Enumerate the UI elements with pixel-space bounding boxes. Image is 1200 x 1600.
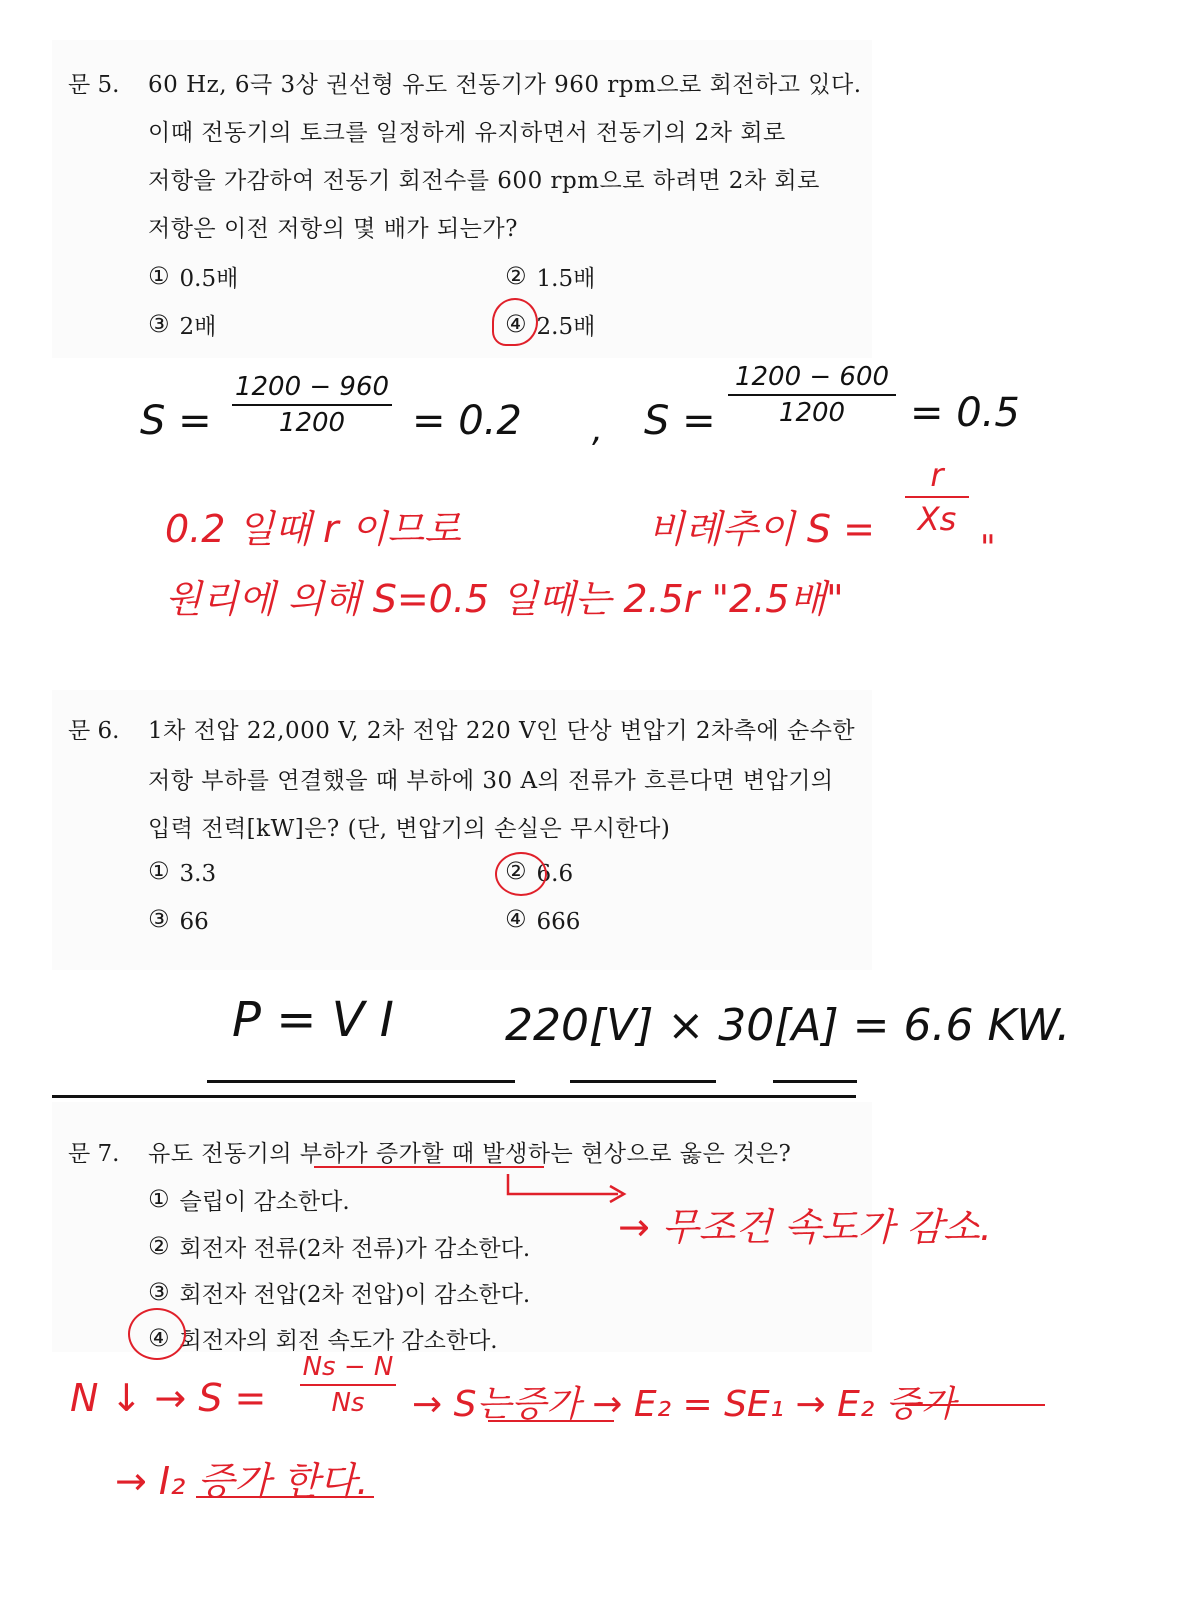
q7-chain-denominator: Ns — [331, 1388, 365, 1418]
q5-option-3[interactable] — [148, 308, 216, 341]
option-text: 회전자의 회전 속도가 감소한다. — [179, 1328, 498, 1354]
q5-option-1[interactable] — [148, 260, 238, 293]
option-number: ① — [148, 857, 170, 885]
q5-red-frac-denominator: Xs — [917, 500, 957, 538]
fraction-bar — [300, 1384, 396, 1386]
q5-s1-denominator: 1200 — [278, 408, 346, 438]
q5-line-4: 저항은 이전 저항의 몇 배가 되는가? — [148, 216, 518, 242]
option-text: 2.5배 — [536, 314, 596, 340]
q7-underline-e2-increase — [905, 1404, 1045, 1406]
q5-answer-circle-mark — [492, 298, 538, 346]
q5-option-2[interactable] — [505, 260, 595, 293]
option-text: 6.6 — [536, 861, 574, 887]
q7-label: 문 7. — [68, 1141, 120, 1167]
q5-comma: , — [592, 410, 603, 450]
q5-red-note-line2: 원리에 의해 S=0.5 일때는 2.5r "2.5배" — [165, 577, 844, 621]
q7-chain-part-a: N ↓ → S = — [70, 1376, 267, 1420]
option-number: ④ — [505, 310, 527, 338]
q7-chain-part-c: → I₂ 증가 한다. — [115, 1459, 369, 1503]
option-number: ④ — [148, 1324, 170, 1352]
answer-underline — [207, 1080, 515, 1083]
q5-red-note-line1b: 비례추이 S = — [648, 507, 875, 551]
q7-chain-fraction — [300, 1352, 396, 1418]
q7-chain-part-b: → S는증가 → E₂ = SE₁ → E₂ 증가 — [412, 1384, 956, 1425]
q5-s1-fraction — [232, 372, 392, 438]
q5-red-fraction — [905, 456, 969, 538]
option-number: ② — [505, 262, 527, 290]
q6-option-3[interactable] — [148, 905, 209, 935]
q5-s2-lhs: S = — [644, 398, 716, 444]
option-number: ③ — [148, 905, 170, 933]
option-number: ④ — [505, 905, 527, 933]
q6-line-2: 저항 부하를 연결했을 때 부하에 30 A의 전류가 흐른다면 변압기의 — [148, 768, 834, 794]
q5-s1-numerator: 1200 − 960 — [234, 372, 390, 402]
q5-s2-rhs: = 0.5 — [910, 390, 1020, 436]
option-number: ③ — [148, 1278, 170, 1306]
option-text: 666 — [536, 909, 581, 935]
q5-label: 문 5. — [68, 72, 120, 98]
q5-red-frac-numerator: r — [930, 456, 944, 494]
option-number: ① — [148, 262, 170, 290]
q5-line-3: 저항을 가감하여 전동기 회전수를 600 rpm으로 하려면 2차 회로 — [148, 168, 820, 194]
q6-line-1: 1차 전압 22,000 V, 2차 전압 220 V인 단상 변압기 2차측에 순수한 — [148, 718, 856, 744]
q6-label: 문 6. — [68, 718, 120, 744]
option-number: ① — [148, 1185, 170, 1213]
option-text: 1.5배 — [536, 266, 596, 292]
q5-line-2: 이때 전동기의 토크를 일정하게 유지하면서 전동기의 2차 회로 — [148, 120, 786, 146]
option-text: 2배 — [179, 314, 217, 340]
option-number: ② — [505, 857, 527, 885]
q6-calc: 220[V] × 30[A] = 6.6 KW. — [505, 1000, 1071, 1051]
q7-underline-mark — [314, 1166, 544, 1168]
option-text: 0.5배 — [179, 266, 239, 292]
q7-line-1: 유도 전동기의 부하가 증가할 때 발생하는 현상으로 옳은 것은? — [148, 1141, 792, 1167]
answer-underline — [570, 1080, 716, 1083]
q5-s1-lhs: S = — [140, 398, 212, 444]
q7-chain-numerator: Ns − N — [302, 1352, 394, 1382]
q6-formula: P = V I — [232, 992, 394, 1048]
q5-s2-numerator: 1200 − 600 — [734, 362, 890, 392]
bracket-arrow-path — [508, 1174, 618, 1194]
answer-underline — [773, 1080, 857, 1083]
q5-red-note-line1a: 0.2 일때 r 이므로 — [165, 507, 461, 551]
option-number: ③ — [148, 310, 170, 338]
q7-arrow-note: → 무조건 속도가 감소. — [618, 1205, 992, 1249]
option-text: 회전자 전류(2차 전류)가 감소한다. — [179, 1236, 531, 1262]
q5-s1-rhs: = 0.2 — [412, 398, 522, 444]
fraction-bar — [728, 394, 896, 396]
fraction-bar — [232, 404, 392, 406]
q6-answer-circle-mark — [495, 852, 547, 896]
option-number: ② — [148, 1232, 170, 1260]
q7-option-1[interactable] — [148, 1183, 350, 1216]
option-text: 66 — [179, 909, 209, 935]
section-divider — [52, 1095, 856, 1098]
q6-option-4[interactable] — [505, 905, 581, 935]
q5-s2-denominator: 1200 — [778, 398, 846, 428]
q7-underline-s-increase — [488, 1420, 614, 1422]
q6-line-3: 입력 전력[kW]은? (단, 변압기의 손실은 무시한다) — [148, 816, 671, 842]
q6-option-1[interactable] — [148, 857, 217, 887]
q7-answer-circle-mark — [128, 1308, 186, 1360]
q5-line-1: 60 Hz, 6극 3상 권선형 유도 전동기가 960 rpm으로 회전하고 있다. — [148, 72, 862, 98]
fraction-bar — [905, 496, 969, 498]
q5-s2-fraction — [728, 362, 896, 428]
q5-red-quote: " — [980, 528, 996, 568]
q7-underline-i2-increase — [196, 1496, 374, 1498]
q7-option-4[interactable] — [148, 1322, 498, 1355]
option-text: 회전자 전압(2차 전압)이 감소한다. — [179, 1282, 531, 1308]
q7-option-3[interactable] — [148, 1276, 530, 1309]
option-text: 슬립이 감소한다. — [179, 1189, 350, 1215]
q7-option-2[interactable] — [148, 1230, 530, 1263]
option-text: 3.3 — [179, 861, 217, 887]
